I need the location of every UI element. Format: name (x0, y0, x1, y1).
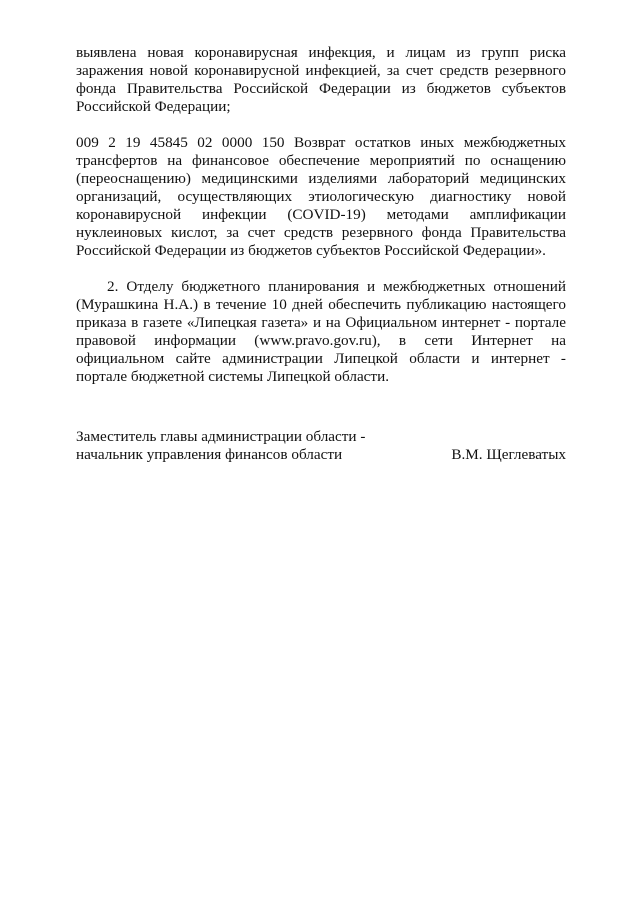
signature-block (76, 428, 566, 464)
paragraph-continuation: выявлена новая коронавирусная инфекция, и лицам из групп риска заражения новой коронавирусной инфекцией, за счет средств резервного фонда Правительства Российской Федерации из бюджетов субъектов Российской Федерации; (76, 44, 566, 115)
paragraph-budget-code: 009 2 19 45845 02 0000 150 Возврат остатков иных межбюджетных трансфертов на финансовое обеспечение мероприятий по оснащению (переоснащению) медицинскими изделиями лабораторий медицинских организаций, осуществляющих этиологическую диагностику новой коронавирусной инфекции (COVID-19) методами амплификации нуклеиновых кислот, за счет средств резервного фонда Правительства Российской Федерации из бюджетов субъектов Российской Федерации». (76, 134, 566, 259)
paragraph-spacer (76, 116, 566, 134)
signature-row (76, 446, 566, 464)
document-body (76, 44, 566, 386)
paragraph-item-2: 2. Отделу бюджетного планирования и межбюджетных отношений (Мурашкина Н.А.) в течение 10 дней обеспечить публикацию настоящего приказа в газете «Липецкая газета» и на Официальном интернет - портале правовой информации (www.pravo.gov.ru), в сети Интернет на официальном сайте администрации Липецкой области и интернет - портале бюджетной системы Липецкой области. (76, 278, 566, 385)
signatory-title-line-2: начальник управления финансов области (76, 446, 343, 463)
paragraph-spacer (76, 260, 566, 278)
signatory-title-line-1: Заместитель главы администрации области - (76, 428, 366, 445)
signatory-name: В.М. Щеглеватых (451, 446, 566, 463)
